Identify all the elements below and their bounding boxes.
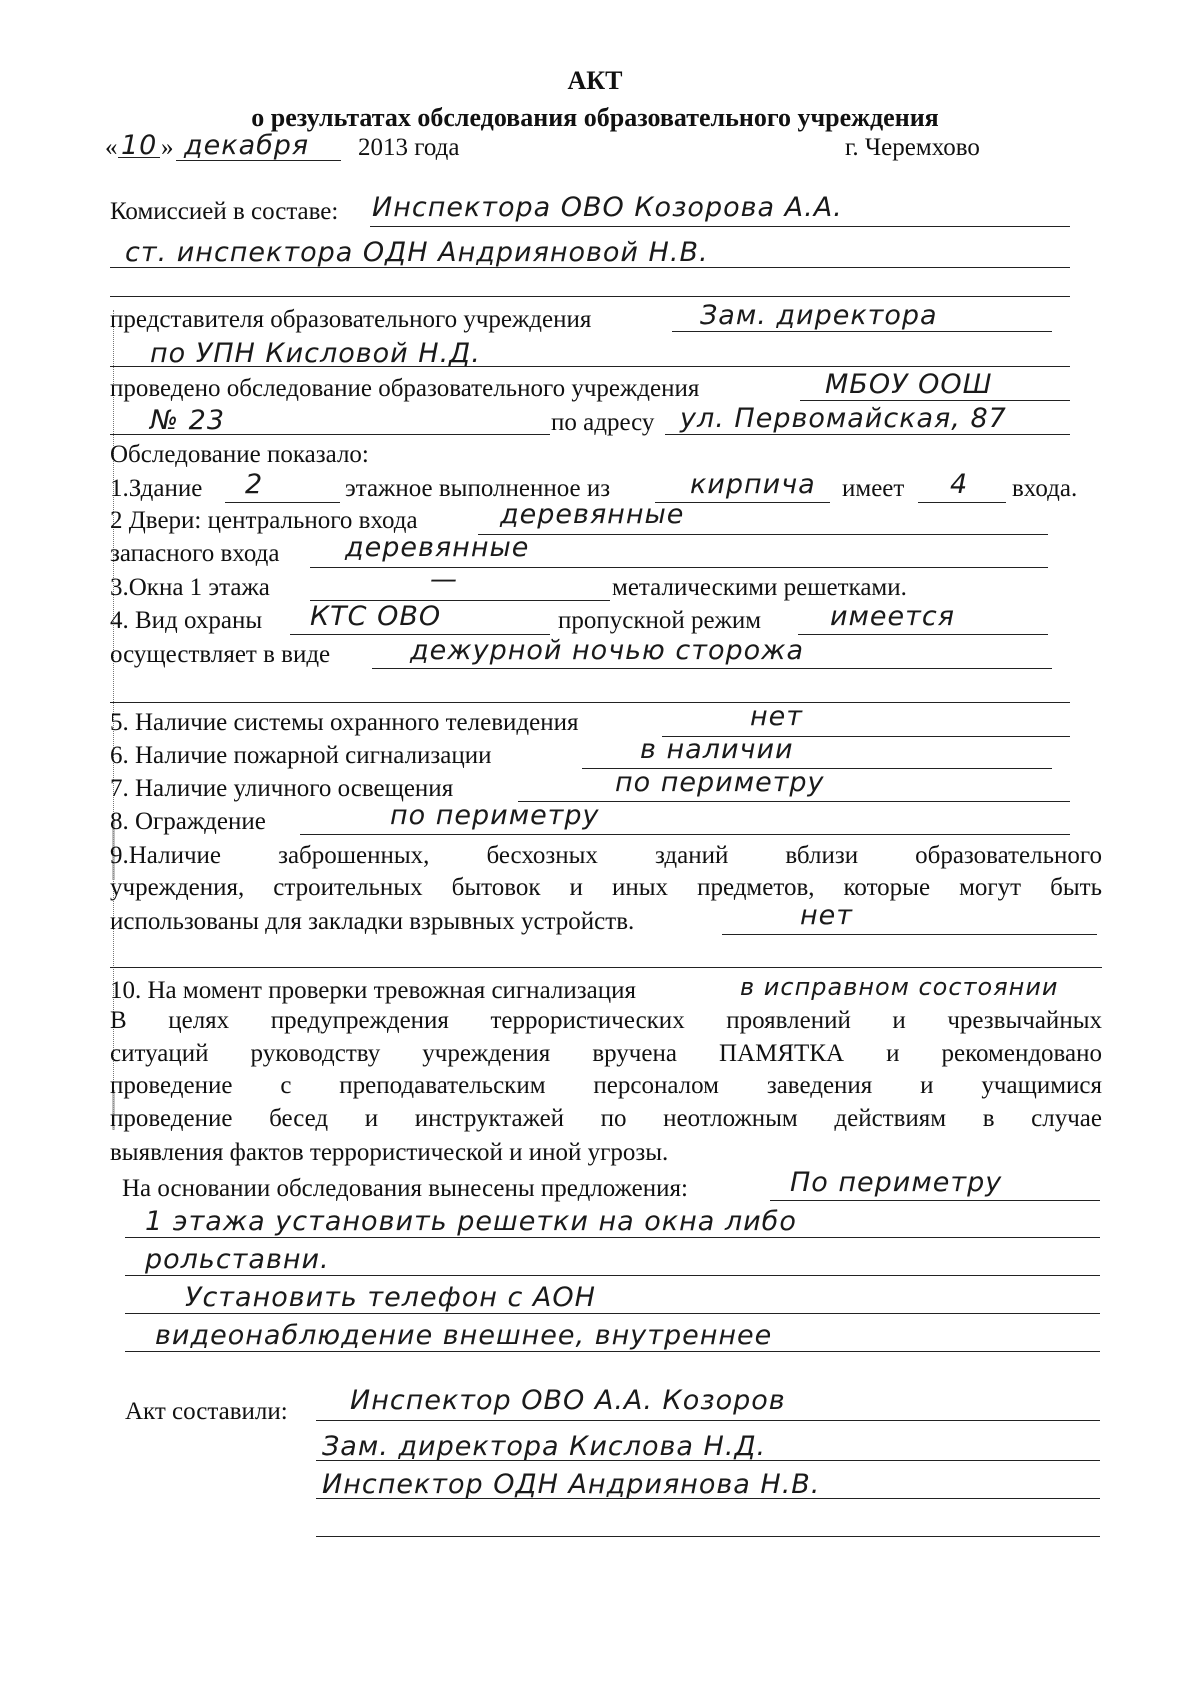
fill-line [665, 434, 1070, 435]
fill-line [125, 1351, 1100, 1352]
signature-2: Зам. директора Кислова Н.Д. [322, 1431, 767, 1462]
date-day: 10 [121, 130, 158, 161]
signature-3: Инспектор ОДН Андриянова Н.В. [322, 1469, 821, 1500]
warning-line-5: выявления фактов террористической и иной угрозы. [110, 1139, 669, 1166]
item-4-regime: имеется [830, 601, 955, 632]
fill-line [225, 502, 340, 503]
warning-line-1: В целях предупреждения террористических проявлений и чрезвычайных [110, 1007, 1102, 1034]
item-7-label: 7. Наличие уличного освещения [110, 775, 454, 802]
fill-line [800, 400, 1070, 401]
item-8-label: 8. Ограждение [110, 808, 266, 835]
fill-line [110, 434, 550, 435]
fill-line [478, 534, 1048, 535]
item-5-label: 5. Наличие системы охранного телевидения [110, 709, 579, 736]
item-9-value: нет [800, 900, 853, 931]
document-title: АКТ [567, 66, 623, 95]
fill-line [518, 801, 1070, 802]
date-month-line [176, 160, 341, 161]
date-open-quote: « [105, 134, 118, 161]
item-5-value: нет [750, 701, 803, 732]
fill-line [316, 1498, 1100, 1499]
fill-line [918, 502, 1006, 503]
item-1-entries: 4 [950, 469, 969, 500]
date-year: 2013 года [358, 134, 460, 161]
warning-line-2: ситуаций руководству учреждения вручена ПАМЯТКА и рекомендовано [110, 1040, 1102, 1067]
proposal-line-4: Установить телефон с АОН [185, 1282, 596, 1313]
fill-line [798, 634, 1048, 635]
item-7-value: по периметру [615, 767, 825, 798]
representative-position: Зам. директора [700, 300, 938, 331]
fill-line [125, 1313, 1100, 1314]
warning-line-3: проведение с преподавательским персоналом заведения и учащимися [110, 1072, 1102, 1099]
fill-line [316, 1420, 1100, 1421]
representative-label: представителя образовательного учреждения [110, 306, 592, 333]
commission-member-1: Инспектора ОВО Козорова А.А. [372, 192, 843, 223]
fill-line [110, 296, 1070, 297]
school-name: МБОУ ООШ [825, 369, 993, 400]
item-1-label: 1.Здание [110, 475, 203, 502]
city: г. Черемхово [845, 134, 980, 161]
item-1-text-3: входа. [1012, 475, 1078, 502]
item-9-line-1: 9.Наличие заброшенных, бесхозных зданий вблизи образовательного [110, 842, 1102, 869]
item-2-spare-label: запасного входа [110, 540, 280, 567]
survey-label: проведено обследование образовательного учреждения [110, 375, 700, 402]
item-4-guard-type: КТС ОВО [310, 601, 442, 632]
fill-line [770, 1200, 1100, 1201]
item-4-text: пропускной режим [558, 607, 762, 634]
item-3-text: металическими решетками. [612, 574, 907, 601]
item-1-floors: 2 [245, 469, 264, 500]
fill-line [300, 834, 1070, 835]
signature-1: Инспектор ОВО А.А. Козоров [350, 1385, 786, 1416]
school-number: № 23 [150, 405, 226, 436]
signatures-label: Акт составили: [125, 1398, 288, 1425]
item-4-form: дежурной ночью сторожа [410, 635, 804, 666]
item-2-spare-door: деревянные [345, 532, 530, 563]
warning-line-4: проведение бесед и инструктажей по неотложным действиям в случае [110, 1105, 1102, 1132]
item-2-label: 2 Двери: центрального входа [110, 507, 418, 534]
fill-line [110, 967, 1102, 968]
fill-line [110, 267, 1070, 268]
fill-line [722, 934, 1097, 935]
document-subtitle: о результатах обследования образовательного учреждения [251, 103, 939, 132]
fill-line [110, 366, 1070, 367]
address-value: ул. Первомайская, 87 [680, 403, 1007, 434]
item-1-text-2: имеет [842, 475, 905, 502]
address-label: по адресу [551, 409, 655, 436]
fill-line [125, 1275, 1100, 1276]
item-1-text: этажное выполненное из [345, 475, 611, 502]
item-2-central-door: деревянные [500, 499, 685, 530]
date-close-quote: » [161, 134, 174, 161]
date-month: декабря [184, 130, 310, 161]
fill-line [310, 567, 1048, 568]
proposal-line-5: видеонаблюдение внешнее, внутреннее [155, 1320, 773, 1351]
survey-results-heading: Обследование показало: [110, 441, 369, 468]
fill-line [370, 226, 1070, 227]
item-4-text-2: осуществляет в виде [110, 641, 331, 668]
fill-line [125, 1237, 1100, 1238]
item-6-label: 6. Наличие пожарной сигнализации [110, 742, 492, 769]
item-4-label: 4. Вид охраны [110, 607, 263, 634]
fill-line [316, 1460, 1100, 1461]
commission-member-2: ст. инспектора ОДН Андрияновой Н.В. [125, 237, 709, 268]
item-10-label: 10. На момент проверки тревожная сигнализация [110, 977, 636, 1004]
proposal-line-1: По периметру [790, 1167, 1003, 1198]
item-9-line-2: учреждения, строительных бытовок и иных предметов, которые могут быть [110, 874, 1102, 901]
commission-label: Комиссией в составе: [110, 198, 339, 225]
representative-name: по УПН Кисловой Н.Д. [150, 338, 481, 369]
fill-line [110, 702, 1070, 703]
item-3-value: — [430, 564, 458, 595]
date-day-line [118, 157, 160, 158]
item-3-label: 3.Окна 1 этажа [110, 574, 270, 601]
proposal-line-3: рольставни. [145, 1244, 330, 1275]
fill-line [372, 668, 1052, 669]
item-1-material: кирпича [690, 469, 816, 500]
item-6-value: в наличии [640, 734, 794, 765]
proposals-label: На основании обследования вынесены предложения: [122, 1175, 688, 1202]
item-10-value: в исправном состоянии [740, 973, 1059, 1001]
item-9-line-3: использованы для закладки взрывных устройств. [110, 908, 635, 935]
fill-line [672, 331, 1052, 332]
item-8-value: по периметру [390, 800, 600, 831]
proposal-line-2: 1 этажа установить решетки на окна либо [145, 1206, 797, 1237]
fill-line [316, 1536, 1100, 1537]
